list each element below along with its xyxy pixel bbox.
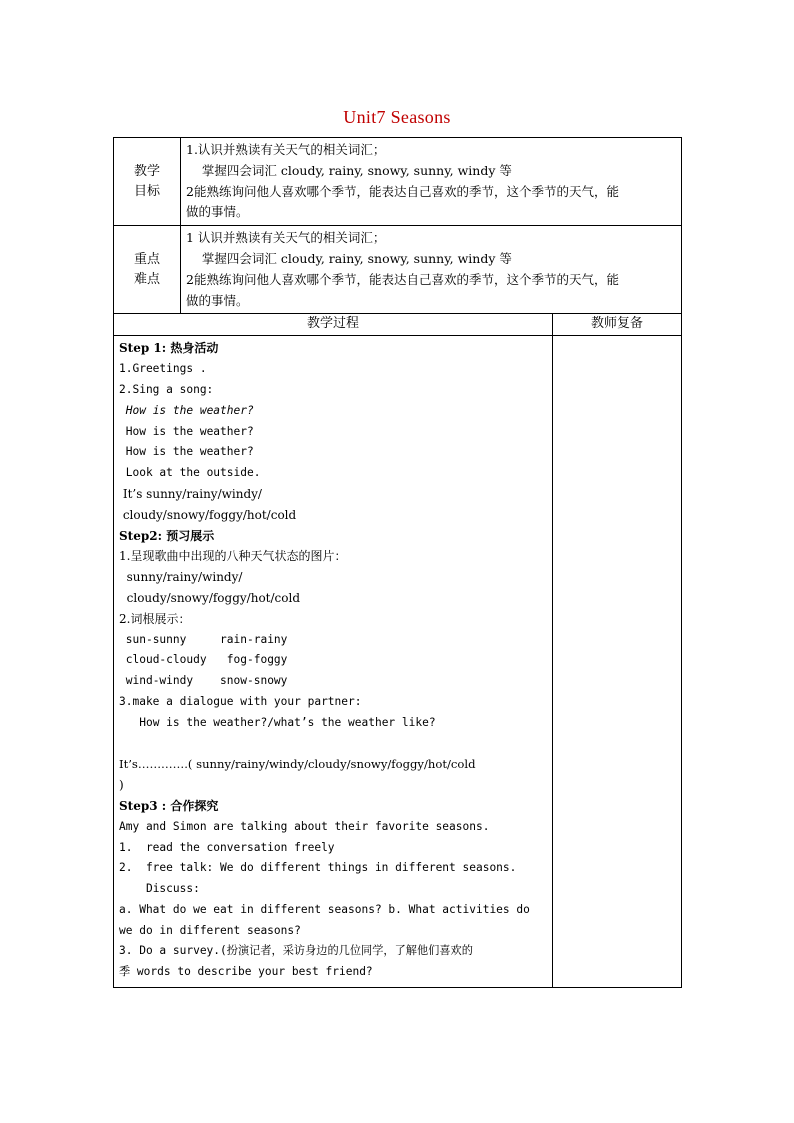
step2-title: Step2: 预习展示: [119, 528, 215, 543]
step3-title: Step3 : 合作探究: [119, 798, 219, 813]
key-points-line: 1 认识并熟读有关天气的相关词汇；: [186, 230, 386, 246]
key-points-line: 2能熟练询问他人喜欢哪个季节，能表达自己喜欢的季节，这个季节的天气，能: [186, 271, 619, 287]
objectives-line: 1.认识并熟读有关天气的相关词汇；: [186, 142, 386, 157]
key-points-label-line: 重点: [133, 251, 160, 267]
key-points-row: [114, 226, 682, 314]
process-line: cloudy/snowy/foggy/hot/cold: [119, 590, 300, 605]
process-line: 2. free talk: We do different things in different seasons.: [119, 861, 517, 875]
process-line: 1.Greetings .: [119, 362, 207, 376]
process-line: Discuss:: [119, 882, 200, 896]
teacher-notes-header: 教师复备: [553, 314, 682, 336]
key-points-label-line: 难点: [133, 271, 160, 287]
objectives-line: 掌握四会词汇 cloudy, rainy, snowy, sunny, windy 等: [186, 162, 512, 178]
lesson-plan-table: [113, 137, 682, 988]
process-line: sun-sunny rain-rainy: [119, 632, 288, 646]
objectives-row: [114, 138, 682, 226]
objectives-content: [181, 138, 682, 226]
process-line: How is the weather?: [119, 424, 254, 438]
process-line: It’s sunny/rainy/windy/: [119, 486, 262, 501]
process-line: It’s………….( sunny/rainy/windy/cloudy/snowy/foggy/hot/cold: [119, 757, 476, 772]
process-line: 3.make a dialogue with your partner:: [119, 694, 362, 708]
process-line: 2.Sing a song:: [119, 382, 214, 396]
process-line: 1.呈现歌曲中出现的八种天气状态的图片：: [119, 549, 347, 564]
key-points-label: [114, 226, 181, 314]
key-points-content: [181, 226, 682, 314]
process-line: 1. read the conversation freely: [119, 840, 335, 854]
process-content: [114, 336, 553, 988]
process-row: [114, 336, 682, 988]
process-header: 教学过程: [114, 314, 553, 336]
process-line: cloud-cloudy fog-foggy: [119, 653, 288, 667]
process-line: How is the weather?/what’s the weather like?: [119, 715, 436, 729]
step1-title: Step 1: 热身活动: [119, 341, 219, 356]
process-line: we do in different seasons?: [119, 923, 301, 937]
process-line: How is the weather?: [119, 445, 254, 459]
teacher-notes-cell: [553, 336, 682, 988]
process-line: sunny/rainy/windy/: [119, 570, 243, 585]
objectives-line: 做的事情。: [186, 204, 249, 220]
process-line: a. What do we eat in different seasons? b. What activities do: [119, 902, 530, 916]
process-line: Look at the outside.: [119, 466, 261, 480]
page-title: Unit7 Seasons: [343, 107, 451, 127]
blank-line: [119, 734, 548, 755]
process-line: 季 words to describe your best friend?: [119, 965, 373, 979]
process-line: wind-windy snow-snowy: [119, 674, 288, 688]
process-line: cloudy/snowy/foggy/hot/cold: [119, 507, 297, 522]
process-line: 3. Do a survey.(扮演记者，采访身边的几位同学，了解他们喜欢的: [119, 944, 473, 958]
objectives-label-line: 教学: [133, 163, 160, 179]
header-row: [114, 314, 682, 336]
objectives-line: 2能熟练询问他人喜欢哪个季节，能表达自己喜欢的季节，这个季节的天气，能: [186, 183, 619, 199]
process-line: ): [119, 778, 124, 793]
objectives-label: [114, 138, 181, 226]
song-title: How is the weather?: [119, 403, 254, 417]
key-points-line: 做的事情。: [186, 292, 249, 308]
process-line: Amy and Simon are talking about their favorite seasons.: [119, 819, 490, 833]
key-points-line: 掌握四会词汇 cloudy, rainy, snowy, sunny, windy 等: [186, 250, 512, 266]
objectives-label-line: 目标: [133, 183, 160, 199]
process-line: 2.词根展示：: [119, 611, 191, 626]
